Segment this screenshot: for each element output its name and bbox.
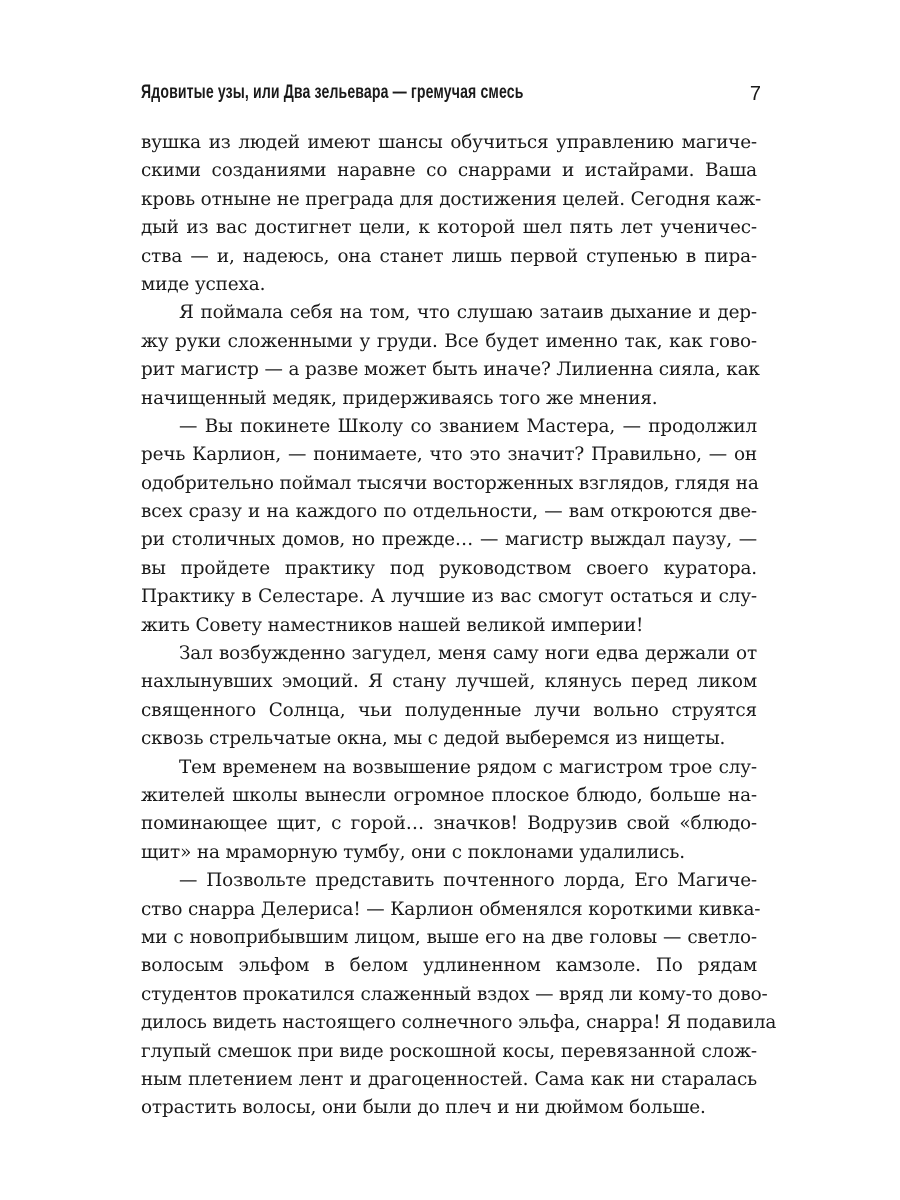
text-line: рит магистр — а разве может быть иначе? Лилиенна сияла, как [141, 359, 760, 381]
page-number: 7 [749, 83, 761, 105]
text-line: студентов прокатился слаженный вздох — вряд ли кому-то дово- [141, 983, 768, 1005]
paragraph [141, 129, 762, 299]
text-line: глупый смешок при виде роскошной косы, перевязанной слож- [141, 1040, 757, 1062]
text-line: жителей школы вынесли огромное плоское блюдо, больше на- [141, 784, 757, 806]
text-line: щит» на мраморную тумбу, они с поклонами удалились. [141, 841, 685, 863]
text-line: отрастить волосы, они были до плеч и ни дюймом больше. [141, 1097, 706, 1119]
text-line: Зал возбужденно загудел, меня саму ноги едва держали от [179, 643, 757, 665]
text-line: начищенный медяк, придерживаясь того же мнения. [141, 387, 658, 409]
text-line: вы пройдете практику под руководством своего куратора. [141, 557, 757, 579]
text-line: речь Карлион, — понимаете, что это значит? Правильно, — он [141, 444, 757, 466]
text-line: ми с новоприбывшим лицом, выше его на две головы — светло- [141, 926, 757, 948]
text-line: Я поймала себя на том, что слушаю затаив дыхание и дер- [179, 302, 757, 324]
text-body [141, 129, 777, 1123]
text-line: Тем временем на возвышение рядом с магистром трое слу- [179, 756, 757, 778]
text-line: ства — и, надеюсь, она станет лишь первой ступенью в пира- [141, 245, 757, 267]
text-line: дилось видеть настоящего солнечного эльфа, снарра! Я подавила [141, 1012, 777, 1034]
text-line: — Вы покинете Школу со званием Мастера, — продолжил [179, 415, 757, 437]
text-line: поминающее щит, с горой… значков! Водрузив свой «блюдо- [141, 813, 757, 835]
text-line: дый из вас достигнет цели, к которой шел пять лет ученичес- [141, 217, 757, 239]
text-line: жить Совету наместников нашей великой империи! [141, 614, 644, 636]
paragraph [141, 413, 757, 640]
text-line: одобрительно поймал тысячи восторженных взглядов, глядя на [141, 472, 759, 494]
paragraph [141, 754, 757, 868]
text-line: нахлынувших эмоций. Я стану лучшей, клянусь перед ликом [141, 671, 757, 693]
text-line: кровь отныне не преграда для достижения целей. Сегодня каж- [141, 188, 762, 210]
text-line: ри столичных домов, но прежде… — магистр выждал паузу, — [141, 529, 757, 551]
paragraph [141, 640, 757, 754]
text-line: всех сразу и на каждого по отдельности, — вам откроются две- [141, 501, 757, 523]
text-line: сквозь стрельчатые окна, мы с дедой выберемся из нищеты. [141, 728, 726, 750]
text-line: Практику в Селестаре. А лучшие из вас смогут остаться и слу- [141, 586, 757, 608]
text-line: ным плетением лент и драгоценностей. Сама как ни старалась [141, 1068, 757, 1090]
text-line: миде успеха. [141, 273, 266, 295]
text-line: волосым эльфом в белом удлиненном камзоле. По рядам [141, 955, 757, 977]
paragraph [141, 867, 777, 1123]
text-line: — Позвольте представить почтенного лорда, Его Магиче- [179, 870, 757, 892]
book-title: Ядовитые узы, или Два зельевара — гремучая смесь [141, 82, 524, 103]
running-head [141, 82, 761, 112]
text-line: жу руки сложенными у груди. Все будет именно так, как гово- [141, 330, 757, 352]
text-line: вушка из людей имеют шансы обучиться управлению магиче- [141, 132, 757, 153]
text-line: скими созданиями наравне со снаррами и истайрами. Ваша [141, 160, 757, 182]
text-line: ство снарра Делериса! — Карлион обменялся короткими кивка- [141, 898, 761, 920]
paragraph [141, 299, 760, 413]
text-line: священного Солнца, чьи полуденные лучи вольно струятся [141, 699, 757, 721]
